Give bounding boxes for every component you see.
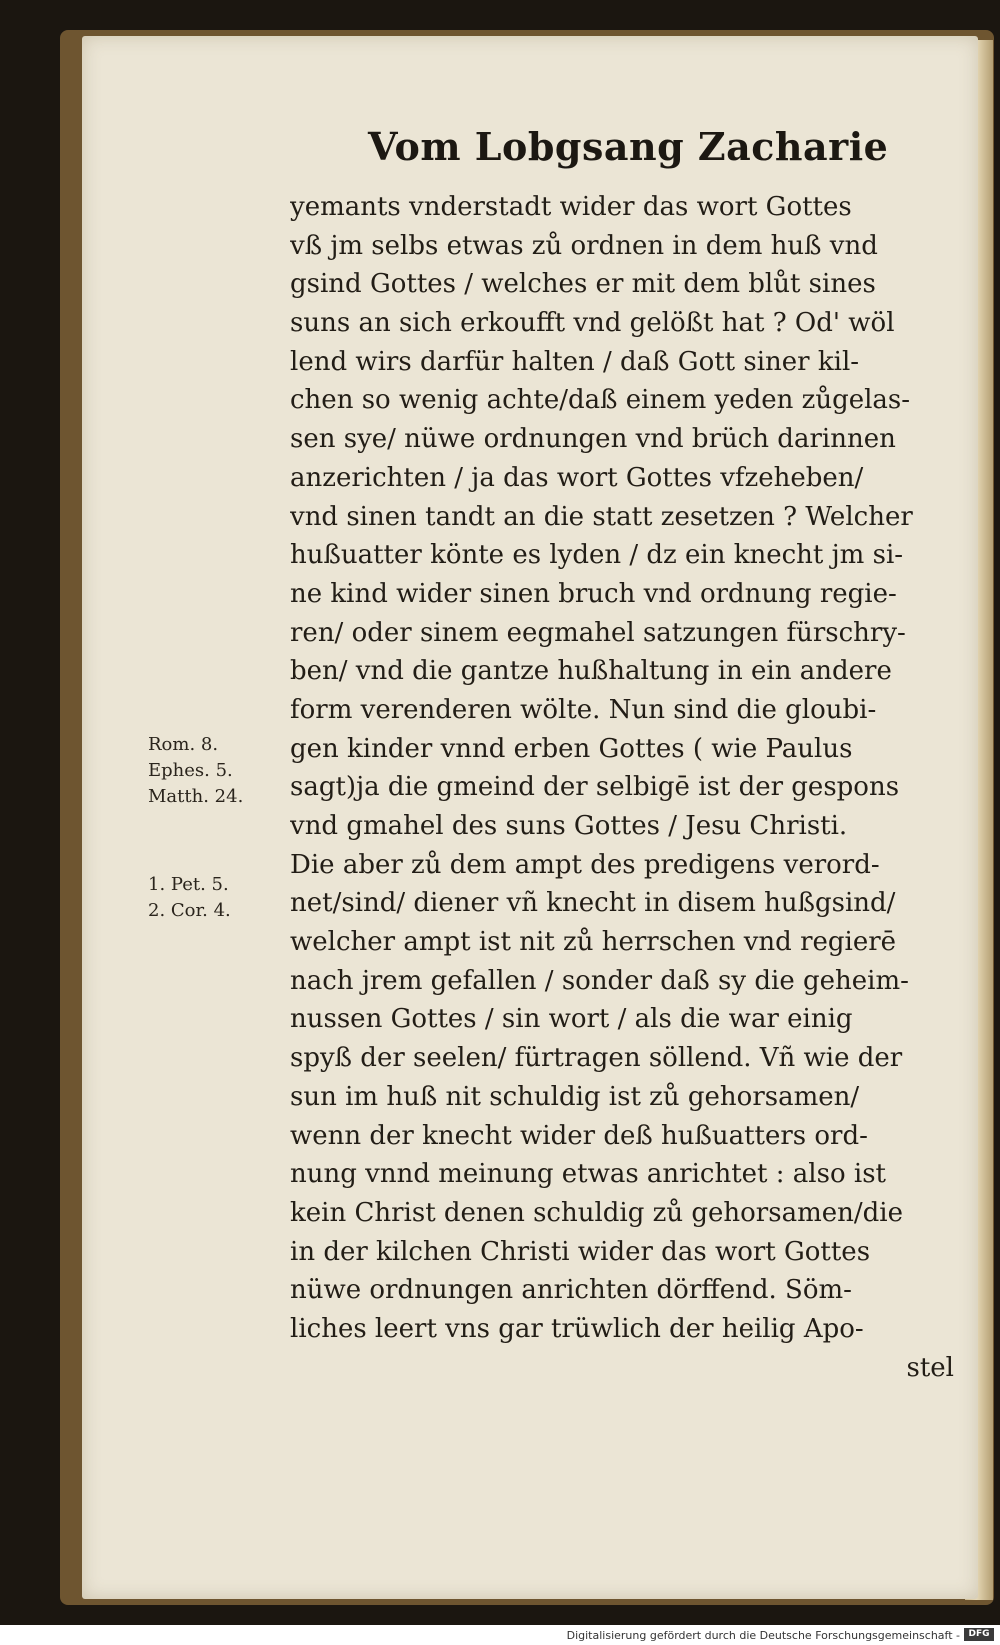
- text-line: sagt)ja die gmeind der selbigē ist der gespons: [290, 772, 900, 803]
- text-line: ne kind wider sinen bruch vnd ordnung regie-: [290, 578, 897, 609]
- text-line: lend wirs darfür halten / daß Gott siner kil-: [290, 346, 860, 377]
- catchword: stel: [906, 1352, 954, 1383]
- funding-credit: Digitalisierung gefördert durch die Deutsche Forschungsgemeinschaft -: [566, 1629, 960, 1642]
- text-line: vß jm selbs etwas zů ordnen in dem huß vnd: [290, 230, 878, 261]
- text-line: gen kinder vnnd erben Gottes ( wie Paulus: [290, 733, 853, 764]
- text-line: kein Christ denen schuldig zů gehorsamen/die: [290, 1197, 903, 1228]
- text-line: ben/ vnd die gantze hußhaltung in ein andere: [290, 656, 892, 687]
- running-head: Vom Lobgsang Zacharie: [368, 124, 889, 169]
- margin-note-group-2: [148, 872, 288, 924]
- text-line: chen so wenig achte/daß einem yeden zůgelas-: [290, 385, 911, 416]
- text-line: sun im huß nit schuldig ist zů gehorsamen/: [290, 1081, 860, 1112]
- text-line: suns an sich erkoufft vnd gelößt hat ? Od' wöl: [290, 308, 895, 339]
- text-line: nung vnnd meinung etwas anrichtet : also ist: [290, 1159, 886, 1190]
- footer: [0, 1625, 1000, 1645]
- text-line: nüwe ordnungen anrichten dörffend. Söm-: [290, 1275, 852, 1306]
- text-line: anzerichten / ja das wort Gottes vfzeheben/: [290, 462, 864, 493]
- text-line: in der kilchen Christi wider das wort Gottes: [290, 1236, 871, 1267]
- text-line: gsind Gottes / welches er mit dem blůt sines: [290, 269, 876, 300]
- text-line: sen sye/ nüwe ordnungen vnd brüch darinnen: [290, 424, 896, 455]
- text-line: spyß der seelen/ fürtragen söllend. Vñ wie der: [290, 1043, 903, 1074]
- margin-note: Matth. 24.: [148, 786, 244, 807]
- text-line: vnd sinen tandt an die statt zesetzen ? Welcher: [290, 501, 913, 532]
- text-line: welcher ampt ist nit zů herrschen vnd regierē: [290, 927, 897, 958]
- margin-note: 2. Cor. 4.: [148, 900, 231, 921]
- text-line: hußuatter könte es lyden / dz ein knecht jm si-: [290, 540, 904, 571]
- text-line: nach jrem gefallen / sonder daß sy die geheim-: [290, 965, 909, 996]
- text-line: net/sind/ diener vñ knecht in disem hußgsind/: [290, 888, 896, 919]
- text-line: ren/ oder sinem eegmahel satzungen fürschry-: [290, 617, 906, 648]
- text-line: form verenderen wölte. Nun sind die gloubi-: [290, 694, 877, 725]
- margin-note: Rom. 8.: [148, 734, 219, 755]
- text-line: yemants vnderstadt wider das wort Gottes: [290, 192, 852, 222]
- text-line: liches leert vns gar trüwlich der heilig Apo-: [290, 1313, 864, 1344]
- text-line: Die aber zů dem ampt des predigens verord-: [290, 849, 880, 880]
- margin-note: Ephes. 5.: [148, 760, 233, 781]
- margin-note: 1. Pet. 5.: [148, 874, 229, 895]
- text-line: wenn der knecht wider deß hußuatters ord-: [290, 1120, 868, 1151]
- margin-note-group-1: [148, 732, 288, 810]
- dfg-logo: DFG: [964, 1628, 994, 1641]
- text-line: vnd gmahel des suns Gottes / Jesu Christi.: [290, 811, 848, 841]
- body-text: [290, 188, 960, 1387]
- text-line: nussen Gottes / sin wort / als die war einig: [290, 1004, 853, 1035]
